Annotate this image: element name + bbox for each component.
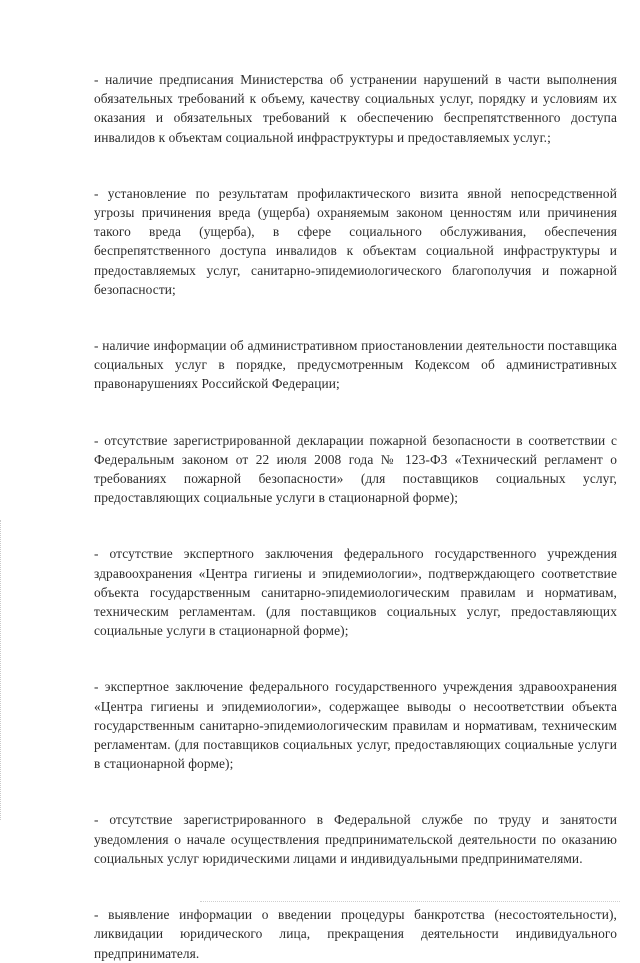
- paragraph-bankruptcy: - выявление информации о введении процедуры банкротства (несостоятельности), ликвидации юридического лица, прекращения деятельности индивидуального предпринимателя.: [94, 907, 617, 961]
- paragraph-fire-declaration: - отсутствие зарегистрированной декларации пожарной безопасности в соответствии с Федеральным законом от 22 июля 2008 года № 123-ФЗ «Технический регламент о требованиях пожарной безопасности» (для поставщиков социальных услуг, предоставляющих социальные услуги в стационарной форме);: [94, 432, 617, 506]
- scan-edge-bottom: [200, 901, 620, 903]
- paragraph-prescription: - наличие предписания Министерства об устранении нарушений в части выполнения обязательных требований к объему, качеству социальных услуг, порядку и условиям их оказания и обязательных требований к обеспечению беспрепятственного доступа инвалидов к объектам социальной инфраструктуры и предоставляемых услуг.;: [94, 72, 617, 145]
- scan-edge-left: [0, 520, 2, 820]
- document-body: [94, 70, 617, 963]
- paragraph-notification: - отсутствие зарегистрированного в Федеральной службе по труду и занятости уведомления о начале осуществления предпринимательской деятельности по оказанию социальных услуг юридическими лицами и индивидуальными предпринимателями.: [94, 812, 617, 866]
- paragraph-missing-expert-conclusion: - отсутствие экспертного заключения федерального государственного учреждения здравоохранения «Центра гигиены и эпидемиологии», подтверждающего соответствие объекта государственным санитарно-эпидемиологическим правилам и нормативам, техническим регламентам. (для поставщиков социальных услуг, предоставляющих социальные услуги в стационарной форме);: [94, 546, 617, 639]
- paragraph-threat: - установление по результатам профилактического визита явной непосредственной угрозы причинения вреда (ущерба) охраняемым законом ценностям или причинения такого вреда (ущерба), в сфере социального обслуживания, обеспечения беспрепятственного доступа инвалидов к объектам социальной инфраструктуры и предоставляемых услуг, санитарно-эпидемиологического благополучия и пожарной безопасности;: [94, 185, 617, 297]
- paragraph-negative-expert-conclusion: - экспертное заключение федерального государственного учреждения здравоохранения «Центра гигиены и эпидемиологии», содержащее выводы о несоответствии объекта государственным санитарно-эпидемиологическим правилам и нормативам, техническим регламентам. (для поставщиков социальных услуг, предоставляющих социальные услуги в стационарной форме);: [94, 679, 617, 772]
- paragraph-suspension: - наличие информации об административном приостановлении деятельности поставщика социальных услуг в порядке, предусмотренным Кодексом об административных правонарушениях Российской Федерации;: [94, 338, 617, 392]
